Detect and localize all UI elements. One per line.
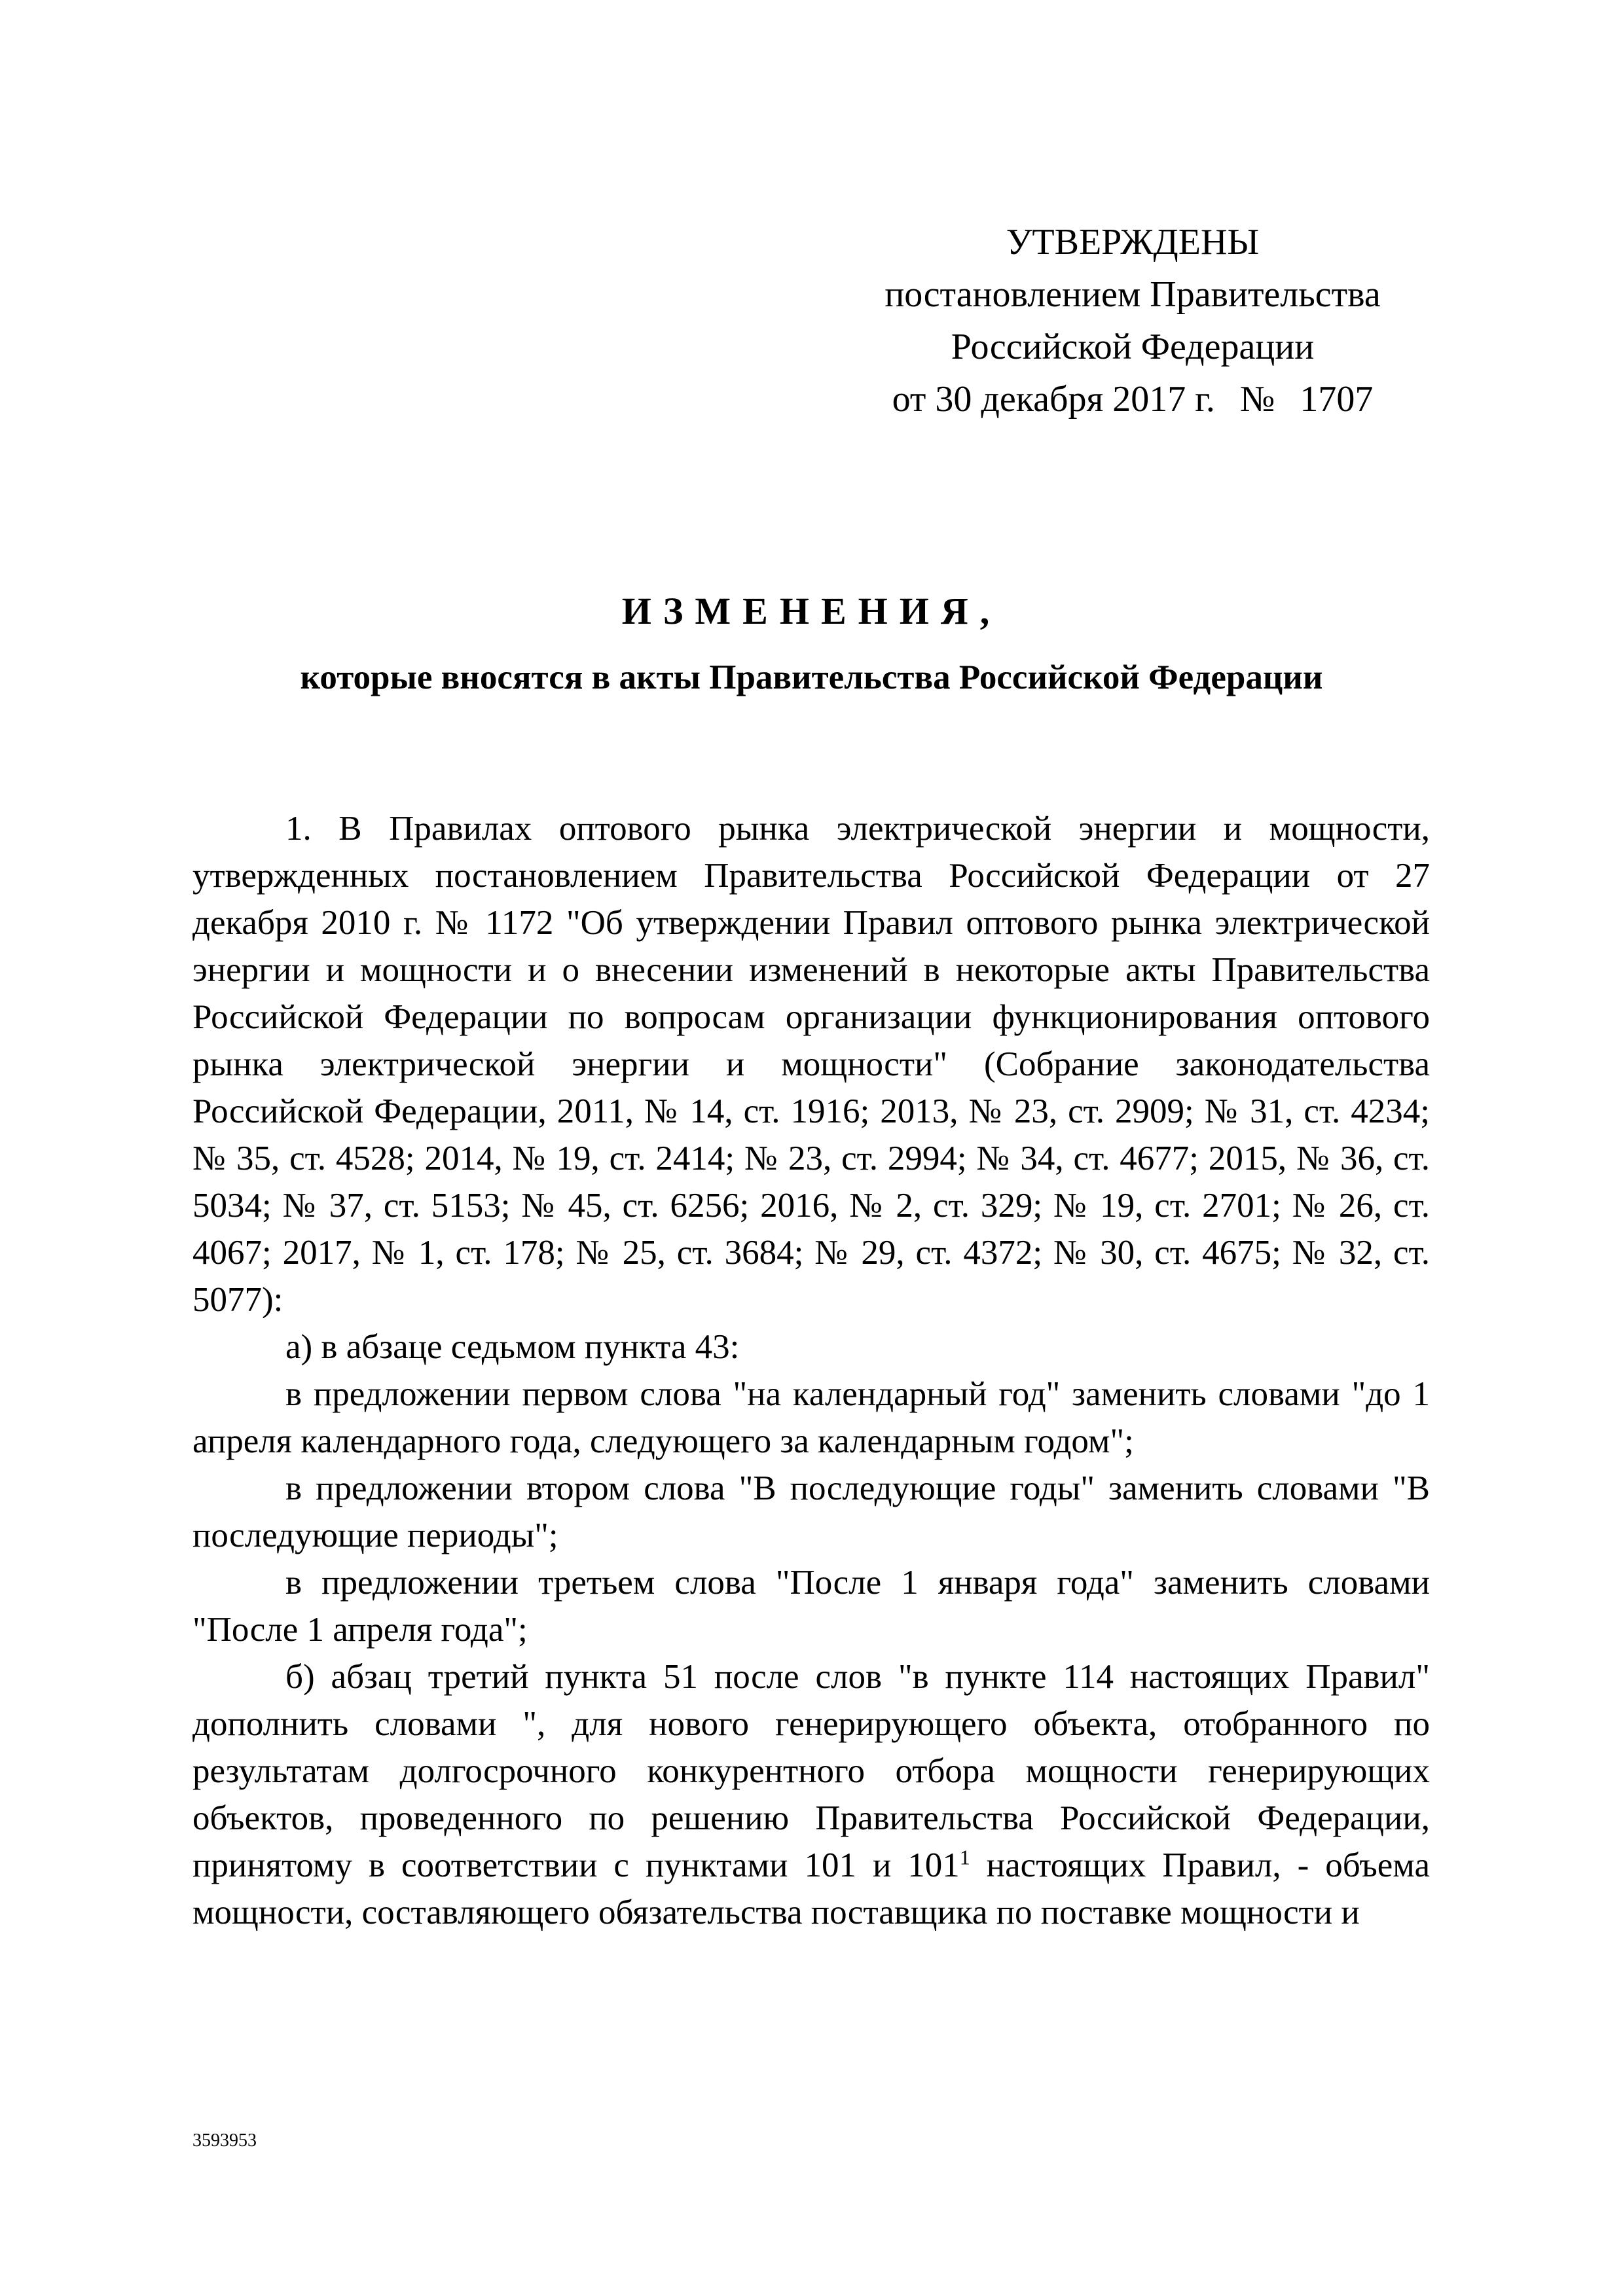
approval-number-sign: №: [1239, 379, 1275, 420]
paragraph-b-text-2: настоящих Правил, - объема мощности, составляющего обязательства поставщика по поставке мощности и: [192, 1846, 1430, 1931]
document-code: 3593953: [192, 2130, 257, 2151]
paragraph-b-superscript: 1: [959, 1845, 970, 1869]
paragraph-b-text-1: б) абзац третий пункта 51 после слов "в пункте 114 настоящих Правил" дополнить словами ", для нового генерирующего объекта, отобранного по результатам долгосрочного конкурентного отбора мощности генерирующих объектов, проведенного по решению Правительства Российской Федерации, принятому в соответствии с пунктами 101 и 101: [192, 1658, 1430, 1884]
approval-date-line: [838, 373, 1427, 425]
approval-line-1: постановлением Правительства: [884, 274, 1381, 315]
approval-stamp: [838, 216, 1427, 425]
paragraph-a-third: в предложении третьем слова "После 1 января года" заменить словами "После 1 апреля года";: [192, 1564, 1430, 1649]
document-subtitle: которые вносятся в акты Правительства Российской Федерации: [300, 658, 1323, 696]
paragraph-a-first: в предложении первом слова "на календарный год" заменить словами "до 1 апреля календарного года, следующего за календарным годом";: [192, 1375, 1430, 1460]
approval-number: 1707: [1300, 379, 1374, 420]
document-title: ИЗМЕНЕНИЯ,: [621, 590, 1002, 632]
document-body: [192, 805, 1430, 1936]
paragraph-a-second: в предложении втором слова "В последующие годы" заменить словами "В последующие периоды";: [192, 1469, 1430, 1554]
paragraph-b: [192, 1653, 1430, 1936]
approval-date: от 30 декабря 2017 г.: [892, 379, 1215, 420]
approval-line-2: Российской Федерации: [951, 327, 1315, 367]
paragraph-a: а) в абзаце седьмом пункта 43:: [285, 1328, 740, 1366]
paragraph-1: 1. В Правилах оптового рынка электрической энергии и мощности, утвержденных постановлением Правительства Российской Федерации от 27 декабря 2010 г. № 1172 "Об утверждении Правил оптового рынка электрической энергии и мощности и о внесении изменений в некоторые акты Правительства Российской Федерации по вопросам организации функционирования оптового рынка электрической энергии и мощности" (Собрание законодательства Российской Федерации, 2011, № 14, ст. 1916; 2013, № 23, ст. 2909; № 31, ст. 4234; № 35, ст. 4528; 2014, № 19, ст. 2414; № 23, ст. 2994; № 34, ст. 4677; 2015, № 36, ст. 5034; № 37, ст. 5153; № 45, ст. 6256; 2016, № 2, ст. 329; № 19, ст. 2701; № 26, ст. 4067; 2017, № 1, ст. 178; № 25, ст. 3684; № 29, ст. 4372; № 30, ст. 4675; № 32, ст. 5077):: [192, 810, 1430, 1319]
approval-heading: УТВЕРЖДЕНЫ: [1006, 222, 1260, 262]
